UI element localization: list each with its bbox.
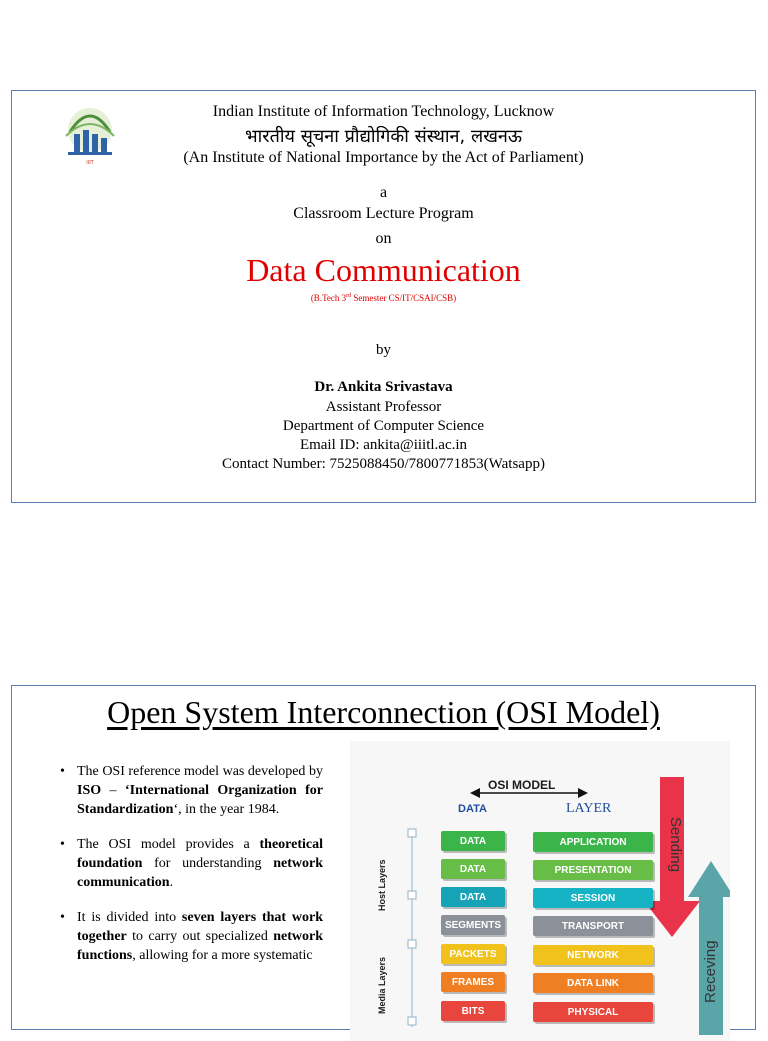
institute-name-hindi: भारतीय सूचना प्रौद्योगिकी संस्थान, लखनऊ	[244, 126, 523, 147]
course-subtitle: (B.Tech 3rd Semester CS/IT/CSAI/CSB)	[310, 293, 457, 303]
osi-data-unit: FRAMES	[441, 972, 505, 992]
osi-layer-name: NETWORK	[533, 945, 653, 965]
layer-column-header: LAYER	[566, 801, 612, 816]
osi-title: OSI MODEL	[488, 778, 556, 792]
institute-note: (An Institute of National Importance by the Act of Parliament)	[183, 149, 584, 166]
line-on: on	[375, 230, 392, 247]
osi-data-unit: DATA	[441, 887, 505, 907]
osi-layer-name: PHYSICAL	[533, 1002, 653, 1022]
speaker-title: Assistant Professor	[325, 399, 442, 415]
receiving-label: Receving	[702, 940, 719, 1003]
speaker-name: Dr. Ankita Srivastava	[314, 379, 453, 395]
osi-layer-name: TRANSPORT	[533, 916, 653, 936]
speaker-department: Department of Computer Science	[282, 418, 485, 434]
osi-diagram	[350, 741, 730, 1041]
sending-label: Sending	[667, 817, 684, 873]
osi-data-unit: BITS	[441, 1001, 505, 1021]
osi-data-unit: PACKETS	[441, 944, 505, 964]
osi-layer-name: DATA LINK	[533, 973, 653, 993]
osi-slide	[11, 685, 756, 1030]
program-name: Classroom Lecture Program	[293, 205, 474, 222]
line-a: a	[379, 184, 388, 201]
institute-name: Indian Institute of Information Technology, Lucknow	[212, 103, 555, 120]
osi-layer-name: SESSION	[533, 888, 653, 908]
title-slide	[11, 90, 756, 503]
bullet-list	[58, 762, 323, 981]
slide-title: Open System Interconnection (OSI Model)	[107, 694, 660, 730]
speaker-email: Email ID: ankita@iiitl.ac.in	[299, 437, 468, 453]
osi-layer-name: APPLICATION	[533, 832, 653, 852]
media-layers-label: Media Layers	[377, 956, 387, 1014]
osi-data-unit: DATA	[441, 831, 505, 851]
course-title: Data Communication	[246, 252, 521, 288]
bullet-item: • The OSI reference model was developed by ISO – ‘International Organization for Standardization‘, in the year 1984.	[58, 762, 323, 819]
osi-data-unit: DATA	[441, 859, 505, 879]
osi-data-unit: SEGMENTS	[441, 915, 505, 935]
bullet-item: • The OSI model provides a theoretical foundation for understanding network communication.	[58, 835, 323, 892]
data-column-header: DATA	[458, 803, 487, 815]
by-label: by	[376, 342, 391, 358]
speaker-contact: Contact Number: 7525088450/7800771853(Watsapp)	[222, 456, 545, 472]
logo-caption: IIIT	[86, 160, 94, 166]
osi-layer-name: PRESENTATION	[533, 860, 653, 880]
bullet-item: • It is divided into seven layers that work together to carry out specialized network functions, allowing for a more systematic	[58, 908, 323, 965]
host-layers-label: Host Layers	[377, 859, 387, 911]
